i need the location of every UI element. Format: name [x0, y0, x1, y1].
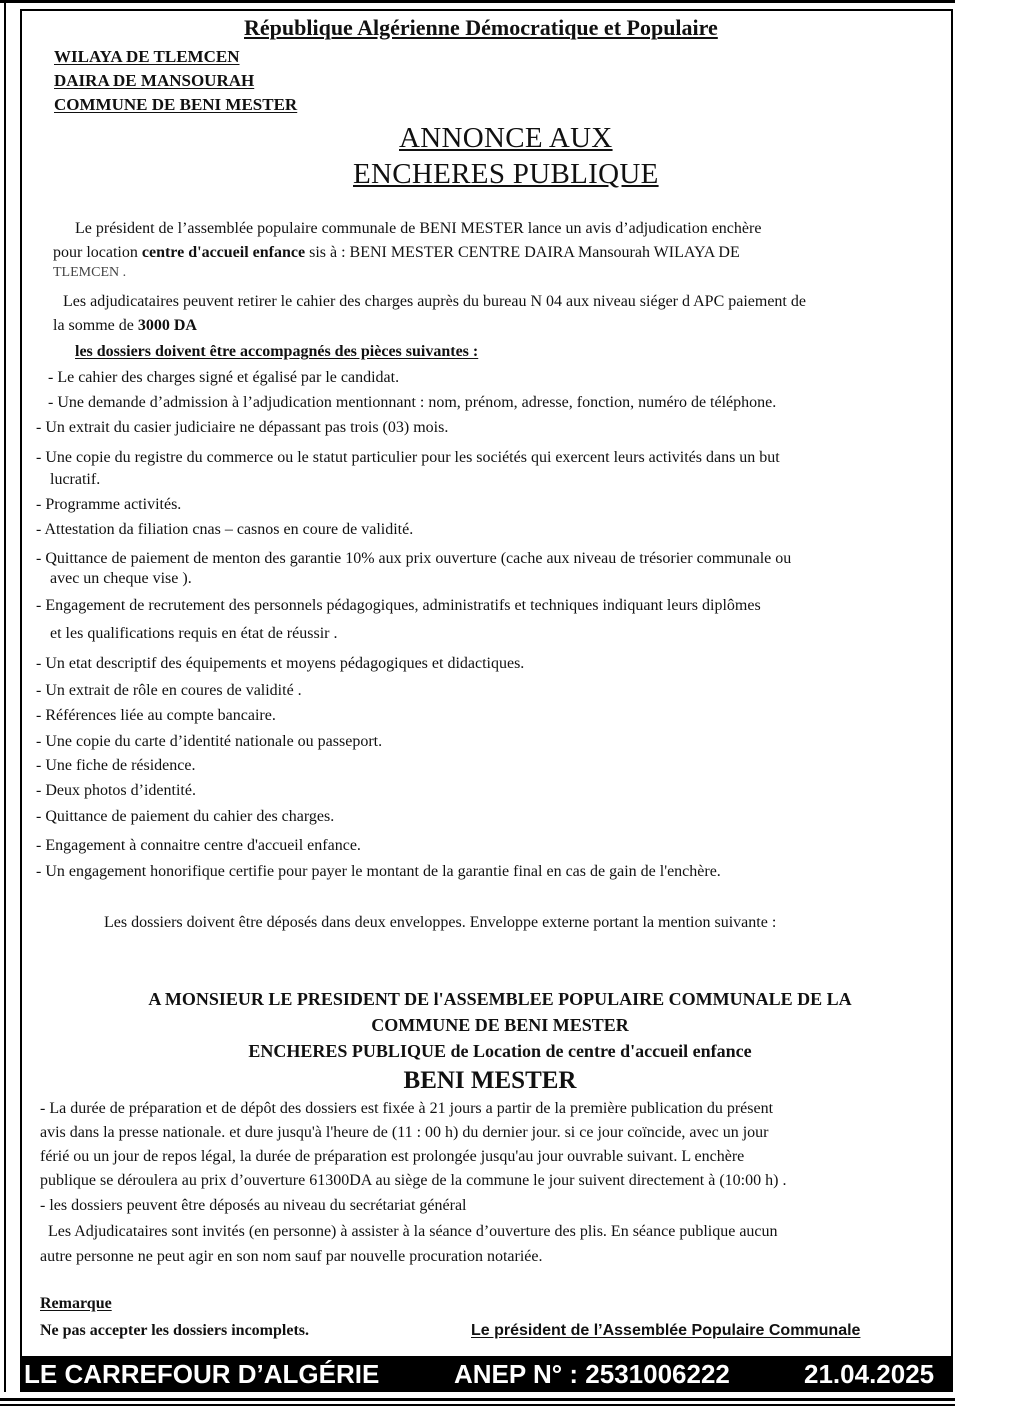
list-item: - Programme activités.: [36, 496, 182, 513]
top-rule: [0, 0, 955, 3]
list-item: - Une copie du carte d’identité nationale ou passeport.: [36, 733, 383, 750]
list-item: - Deux photos d’identité.: [36, 782, 196, 799]
left-column-rule: [4, 0, 6, 1392]
list-item: - Un engagement honorifique certifie pour payer le montant de la garantie final en cas de gain de l'enchère.: [36, 863, 721, 880]
intro-line-5: la somme de 3000 DA: [53, 317, 197, 334]
closing-line: autre personne ne peut agir en son nom sauf par nouvelle procuration notariée.: [40, 1248, 543, 1265]
newspaper-name: LE CARREFOUR D’ALGÉRIE: [24, 1359, 380, 1389]
intro-line-3: TLEMCEN .: [53, 265, 127, 280]
list-item: - Le cahier des charges signé et égalisé par le candidat.: [48, 369, 400, 386]
list-item: - Quittance de paiement du cahier des charges.: [36, 808, 335, 825]
intro-line-1: Le président de l’assemblée populaire communale de BENI MESTER lance un avis d’adjudication enchère: [75, 220, 762, 237]
anep-number: ANEP N° : 2531006222: [454, 1359, 730, 1389]
commune-line: COMMUNE DE BENI MESTER: [54, 95, 298, 114]
closing-line: publique se déroulera au prix d’ouverture 61300DA au siège de la commune le jour suivent directement à (10:00 h) .: [40, 1172, 787, 1189]
list-item: - Engagement de recrutement des personnels pédagogiques, administratifs et techniques indiquant leurs diplômes: [36, 597, 761, 614]
wilaya-line: WILAYA DE TLEMCEN: [54, 47, 240, 66]
list-item-continuation: avec un cheque vise ).: [50, 570, 192, 587]
list-item: - Un extrait du casier judiciaire ne dépassant pas trois (03) mois.: [36, 419, 449, 436]
list-item-continuation: et les qualifications requis en état de réussir .: [50, 625, 338, 642]
addressee-line-2: COMMUNE DE BENI MESTER: [371, 1015, 629, 1035]
bottom-rule-secondary: [0, 1404, 955, 1406]
list-item: - Une demande d’admission à l’adjudication mentionnant : nom, prénom, adresse, fonction, numéro de téléphone.: [48, 394, 777, 411]
republic-heading: République Algérienne Démocratique et Populaire: [244, 15, 718, 40]
list-item-continuation: lucratif.: [50, 471, 101, 488]
envelope-instruction: Les dossiers doivent être déposés dans deux enveloppes. Enveloppe externe portant la mention suivante :: [104, 914, 777, 931]
title-line-2: ENCHERES PUBLIQUE: [353, 158, 659, 190]
addressee-line-3: ENCHERES PUBLIQUE de Location de centre d'accueil enfance: [248, 1041, 752, 1061]
list-item: - Un etat descriptif des équipements et moyens pédagogiques et didactiques.: [36, 655, 525, 672]
closing-line: férié ou un jour de repos légal, la durée de préparation est prolongée jusqu'au jour ouvrable suivant. L enchère: [40, 1148, 745, 1165]
list-item: - Une fiche de résidence.: [36, 757, 196, 774]
documents-heading: les dossiers doivent être accompagnés des pièces suivantes :: [75, 343, 479, 360]
daira-line: DAIRA DE MANSOURAH: [54, 71, 255, 90]
publication-footer: [20, 1356, 953, 1390]
remark-text: Ne pas accepter les dossiers incomplets.: [40, 1322, 309, 1339]
closing-line: - La durée de préparation et de dépôt des dossiers est fixée à 21 jours a partir de la première publication du présent: [40, 1100, 774, 1117]
intro-line-4: Les adjudicataires peuvent retirer le cahier des charges auprès du bureau N 04 aux niveau siéger d APC paiement de: [63, 293, 806, 310]
remark-heading: Remarque: [40, 1295, 112, 1312]
list-item: - Quittance de paiement de menton des garantie 10% aux prix ouverture (cache aux niveau de trésorier communale ou: [36, 550, 792, 567]
list-item: - Références liée au compte bancaire.: [36, 707, 276, 724]
addressee-line-4: BENI MESTER: [403, 1067, 577, 1094]
list-item: - Engagement à connaitre centre d'accueil enfance.: [36, 837, 361, 854]
addressee-line-1: A MONSIEUR LE PRESIDENT DE l'ASSEMBLEE POPULAIRE COMMUNALE DE LA: [148, 989, 852, 1009]
title-line-1: ANNONCE AUX: [399, 122, 613, 154]
bottom-rule: [0, 1398, 955, 1401]
publication-date: 21.04.2025: [804, 1359, 935, 1389]
closing-line: - les dossiers peuvent être déposés au niveau du secrétariat général: [40, 1197, 467, 1214]
list-item: - Un extrait de rôle en coures de validité .: [36, 682, 302, 699]
list-item: - Une copie du registre du commerce ou le statut particulier pour les sociétés qui exercent leurs activités dans un but: [36, 449, 780, 466]
intro-line-2: pour location centre d'accueil enfance sis à : BENI MESTER CENTRE DAIRA Mansourah WILAYA DE: [53, 244, 740, 261]
closing-line: Les Adjudicataires sont invités (en personne) à assister à la séance d’ouverture des plis. En séance publique aucun: [48, 1223, 778, 1240]
signature-line: Le président de l’Assemblée Populaire Communale: [471, 1322, 861, 1339]
list-item: - Attestation da filiation cnas – casnos en coure de validité.: [36, 521, 414, 538]
closing-line: avis dans la presse nationale. et dure jusqu'à l'heure de (11 : 00 h) du dernier jour. si ce jour coïncide, avec un jour: [40, 1124, 769, 1141]
